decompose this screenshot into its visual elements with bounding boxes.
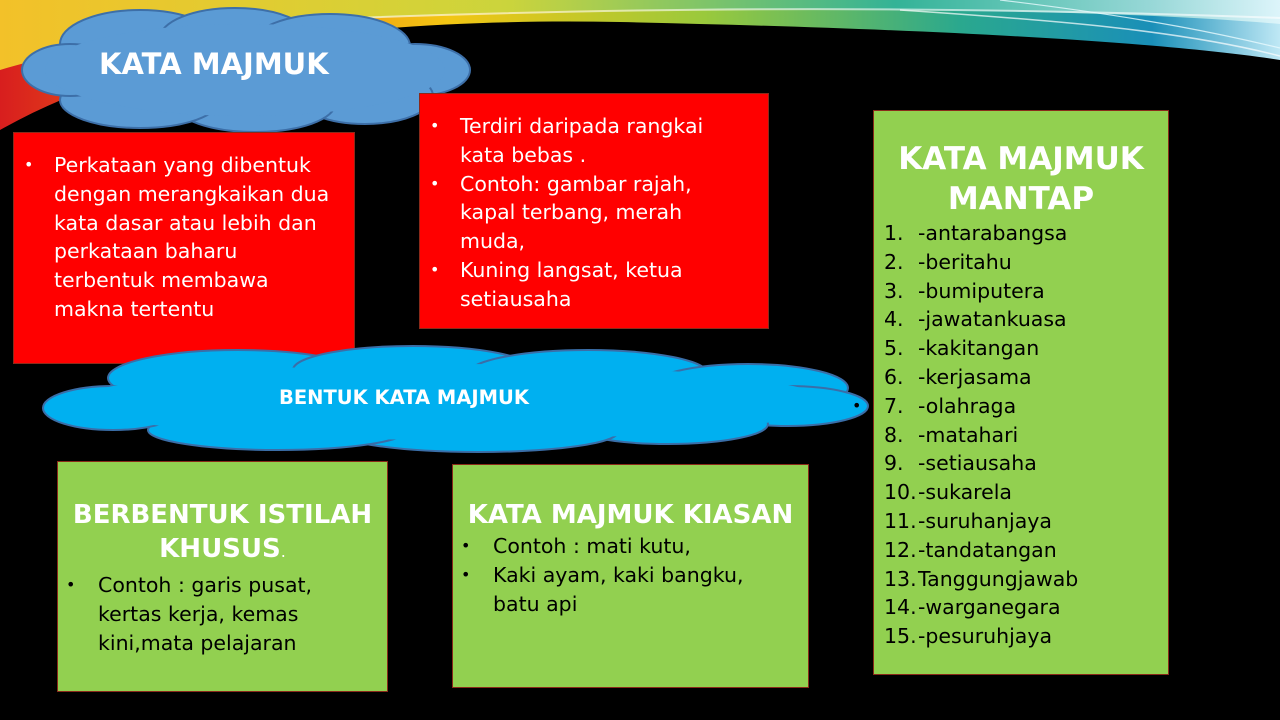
kiasan-item: • Kaki ayam, kaki bangku, batu api: [493, 561, 788, 619]
mantap-box: [873, 110, 1169, 675]
mantap-item: • 4. -jawatankuasa: [884, 305, 1162, 334]
kiasan-heading: KATA MAJMUK KIASAN: [467, 500, 794, 530]
istilah-item: • Contoh : garis pusat, kertas kerja, kemas kini,mata pelajaran: [98, 571, 373, 657]
mantap-item: • 11. -suruhanjaya: [884, 507, 1162, 536]
forms-cloud-label: BENTUK KATA MAJMUK: [279, 386, 529, 409]
istilah-heading: BERBENTUK ISTILAH KHUSUS: [72, 500, 373, 564]
mantap-item: • 2. -beritahu: [884, 248, 1162, 277]
istilah-box: [57, 461, 388, 692]
kiasan-box: [452, 464, 809, 688]
definition-box: [13, 132, 355, 364]
mantap-item: • 3. -bumiputera: [884, 277, 1162, 306]
mantap-heading: KATA MAJMUK MANTAP: [898, 141, 1144, 217]
kiasan-item: • Contoh : mati kutu,: [493, 532, 788, 561]
mantap-item: • 9. -setiausaha: [884, 449, 1162, 478]
mantap-item: • 13. Tanggungjawab: [884, 565, 1162, 594]
mantap-item: • 10. -sukarela: [884, 478, 1162, 507]
mantap-item: • 6. -kerjasama: [884, 363, 1162, 392]
mantap-item: • 14. -warganegara: [884, 593, 1162, 622]
title-cloud-label: KATA MAJMUK: [99, 47, 329, 81]
composition-box: [419, 93, 769, 329]
composition-item: • Terdiri daripada rangkai kata bebas .: [420, 112, 748, 170]
composition-item: • Contoh: gambar rajah, kapal terbang, merah muda,: [420, 170, 748, 256]
istilah-heading-dot: .: [280, 542, 286, 561]
mantap-item: • 15. -pesuruhjaya: [884, 622, 1162, 651]
mantap-item: • 12. -tandatangan: [884, 536, 1162, 565]
mantap-item: • 7. -olahraga: [884, 392, 1162, 421]
mantap-item: • 5. -kakitangan: [884, 334, 1162, 363]
composition-item: • Kuning langsat, ketua setiausaha: [420, 256, 748, 314]
mantap-item: • 1. -antarabangsa: [884, 219, 1162, 248]
mantap-item: • 8. -matahari: [884, 421, 1162, 450]
definition-item: • Perkataan yang dibentuk dengan merangkaikan dua kata dasar atau lebih dan perkataan baharu terbentuk membawa makna tertentu: [14, 151, 342, 324]
